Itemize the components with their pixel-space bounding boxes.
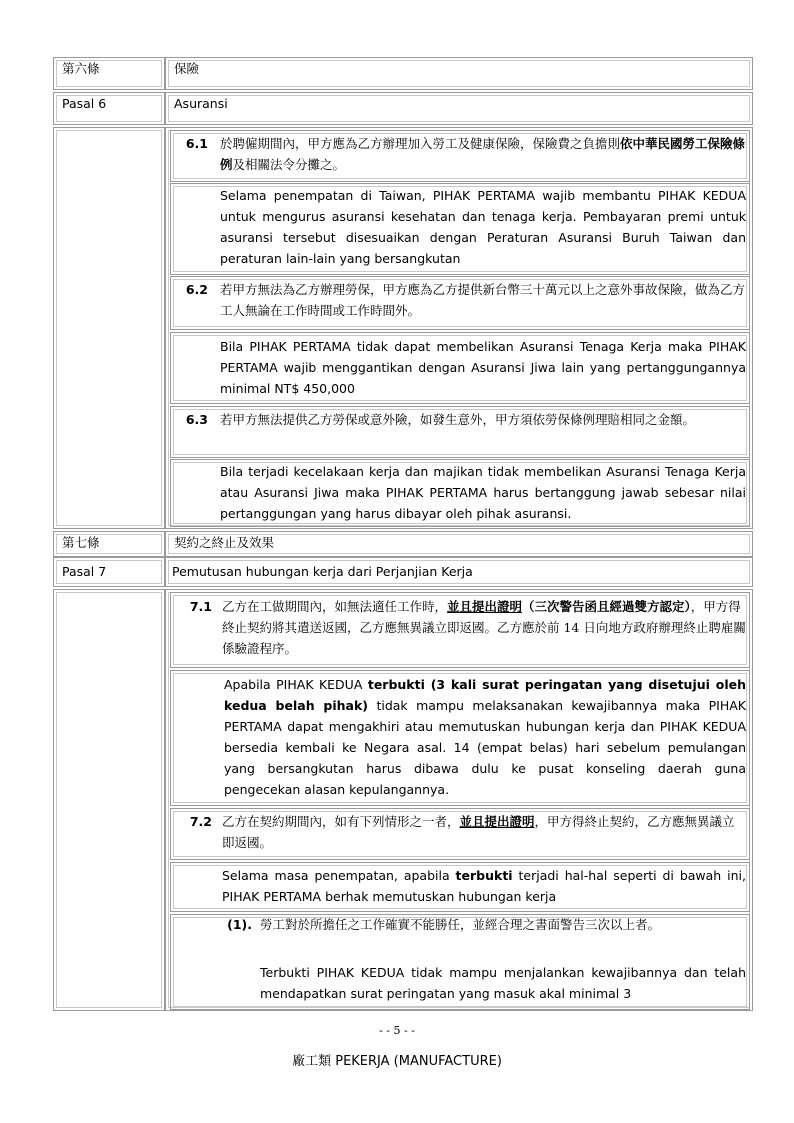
article7-zh-title: 契約之終止及效果 <box>174 535 275 550</box>
item-6-2-zh: 若甲方無法為乙方辦理勞保，甲方應為乙方提供新台幣三十萬元以上之意外事故保險，做為乙方工人無論在工作時間或工作時間外。 <box>220 282 746 318</box>
item-6-1-number: 6.1 <box>185 136 208 151</box>
sub-item-1-zh: 勞工對於所擔任之工作確實不能勝任，並經合理之書面警告三次以上者。 <box>260 917 661 932</box>
sub-item-1-number: (1). <box>227 917 252 932</box>
item-7-2-zh-part-c: ，甲方得終止契約，乙方應無異議立即返國。 <box>222 814 735 850</box>
article6-id-title: Asuransi <box>174 96 228 111</box>
item-6-3-id: Bila terjadi kecelakaan kerja dan majikan tidak membelikan Asuransi Tenaga Kerja atau Asuransi Jiwa maka PIHAK PERTAMA harus bertanggung jawab sebesar nilai pertanggungan yang harus dibayar oleh pihak asuransi. <box>220 464 746 521</box>
item-6-2-id: Bila PIHAK PERTAMA tidak dapat membelikan Asuransi Tenaga Kerja maka PIHAK PERTAMA wajib menggantikan dengan Asuransi Jiwa lain yang pertanggungannya minimal NT$ 450,000 <box>220 339 746 396</box>
article7-id-title: Pemutusan hubungan kerja dari Perjanjian Kerja <box>172 564 473 579</box>
item-7-2-zh-proof: 並且提出證明 <box>459 814 535 829</box>
item-7-1-zh-part-a: 乙方在工做期間內，如無法適任工作時， <box>222 599 448 614</box>
item-7-1-id-bold: terbukti (3 kali surat peringatan yang disetujui oleh kedua belah pihak) <box>224 677 746 713</box>
article6-id-title-cell <box>165 92 753 125</box>
item-6-1-zh-bold: 依中華民國勞工保險條例 <box>220 136 746 172</box>
item-7-2-number: 7.2 <box>189 814 212 829</box>
item-6-3-number: 6.3 <box>185 412 208 427</box>
article7-zh-number: 第七條 <box>62 535 100 550</box>
article6-zh-title: 保險 <box>174 61 200 76</box>
article6-id-number-cell <box>53 92 165 125</box>
item-7-2-zh-part-a: 乙方在契約期間內，如有下列情形之一者， <box>222 814 460 829</box>
item-7-2-id-part-a: Selama masa penempatan, apabila <box>222 868 456 883</box>
item-6-1-zh-part-c: 及相關法令分攤之。 <box>232 157 346 172</box>
sub-item-1-id: Terbukti PIHAK KEDUA tidak mampu menjalankan kewajibannya dan telah mendapatkan surat peringatan yang masuk akal minimal 3 <box>260 965 746 1001</box>
document-category: 廠工類 PEKERJA (MANUFACTURE) <box>292 1054 502 1069</box>
item-7-1-id-part-c: tidak mampu melaksanakan kewajibannya maka PIHAK PERTAMA dapat mengakhiri atau memutuskan hubungan kerja dan PIHAK KEDUA bersedia kembali ke Negara asal. 14 (empat belas) hari sebelum pemulangan yang bersangkutan harus dibawa dulu ke pusat konseling daerah guna pengecekan alasan kepulangannya. <box>224 698 747 797</box>
article7-left-blank <box>53 589 165 1011</box>
item-7-1-id-part-a: Apabila PIHAK KEDUA <box>224 677 368 692</box>
article6-zh-title-cell <box>165 57 753 90</box>
article7-id-number: Pasal 7 <box>62 564 107 579</box>
article7-zh-title-cell <box>165 531 753 557</box>
article7-zh-number-cell <box>53 531 165 557</box>
item-7-1-zh-warning: （三次警告函且經過雙方認定） <box>522 599 691 614</box>
article6-zh-number: 第六條 <box>62 61 100 76</box>
item-6-1-zh <box>220 133 746 175</box>
item-6-3-zh: 若甲方無法提供乙方勞保或意外險，如發生意外，甲方須依勞保條例理賠相同之金額。 <box>220 412 696 427</box>
item-6-1-zh-part-a: 於聘僱期間內，甲方應為乙方辦理加入勞工及健康保險，保險費之負擔則 <box>220 136 621 151</box>
article7-id-title-cell <box>165 557 753 587</box>
article6-left-blank <box>53 127 165 529</box>
article6-id-number: Pasal 6 <box>62 96 107 111</box>
item-7-1-id <box>224 674 746 800</box>
article7-id-number-cell <box>53 557 165 587</box>
item-7-2-id <box>222 865 746 907</box>
page-number: - - 5 - - <box>379 1024 415 1037</box>
article6-zh-number-cell <box>53 57 165 90</box>
item-6-2-number: 6.2 <box>185 282 208 297</box>
item-7-1-zh-part-d: ，甲方得終止契約將其遣送返國，乙方應無異議立即返國。乙方應於前 14 日向地方政府辦理終止聘雇關係驗證程序。 <box>222 599 746 656</box>
item-7-1-number: 7.1 <box>189 599 212 614</box>
item-7-1-zh-proof: 並且提出證明 <box>447 599 523 614</box>
item-7-2-id-part-c: terjadi hal-hal seperti di bawah ini, PIHAK PERTAMA berhak memutuskan hubungan kerja <box>222 868 746 904</box>
item-7-2-zh <box>222 811 746 853</box>
item-7-1-zh <box>222 596 746 659</box>
item-6-1-id: Selama penempatan di Taiwan, PIHAK PERTAMA wajib membantu PIHAK KEDUA untuk mengurus asuransi kesehatan dan tenaga kerja. Pembayaran premi untuk asuransi tersebut disesuaikan dengan Peraturan Asuransi Buruh Taiwan dan peraturan lain-lain yang bersangkutan <box>220 188 746 266</box>
item-7-2-id-bold: terbukti <box>455 868 513 883</box>
